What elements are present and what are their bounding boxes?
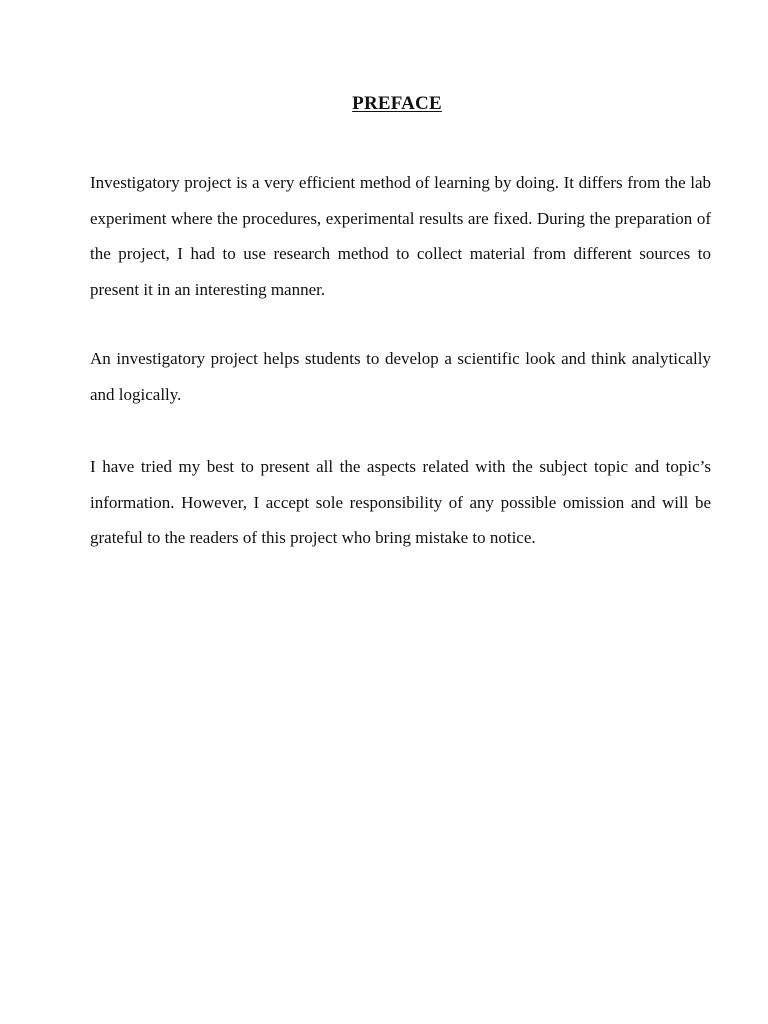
paragraph-1: Investigatory project is a very efficient method of learning by doing. It differs from the lab experiment where the procedures, experimental results are fixed. During the preparation of the project, I had to use research method to collect material from different sources to present it in an interesting manner. [90, 173, 711, 299]
paragraph-3: I have tried my best to present all the aspects related with the subject topic and topic’s information. However, I accept sole responsibility of any possible omission and will be grateful to the readers of this project who bring mistake to notice. [90, 457, 711, 547]
paragraph-2: An investigatory project helps students to develop a scientific look and think analytically and logically. [90, 349, 711, 404]
page-title: PREFACE [352, 93, 442, 114]
